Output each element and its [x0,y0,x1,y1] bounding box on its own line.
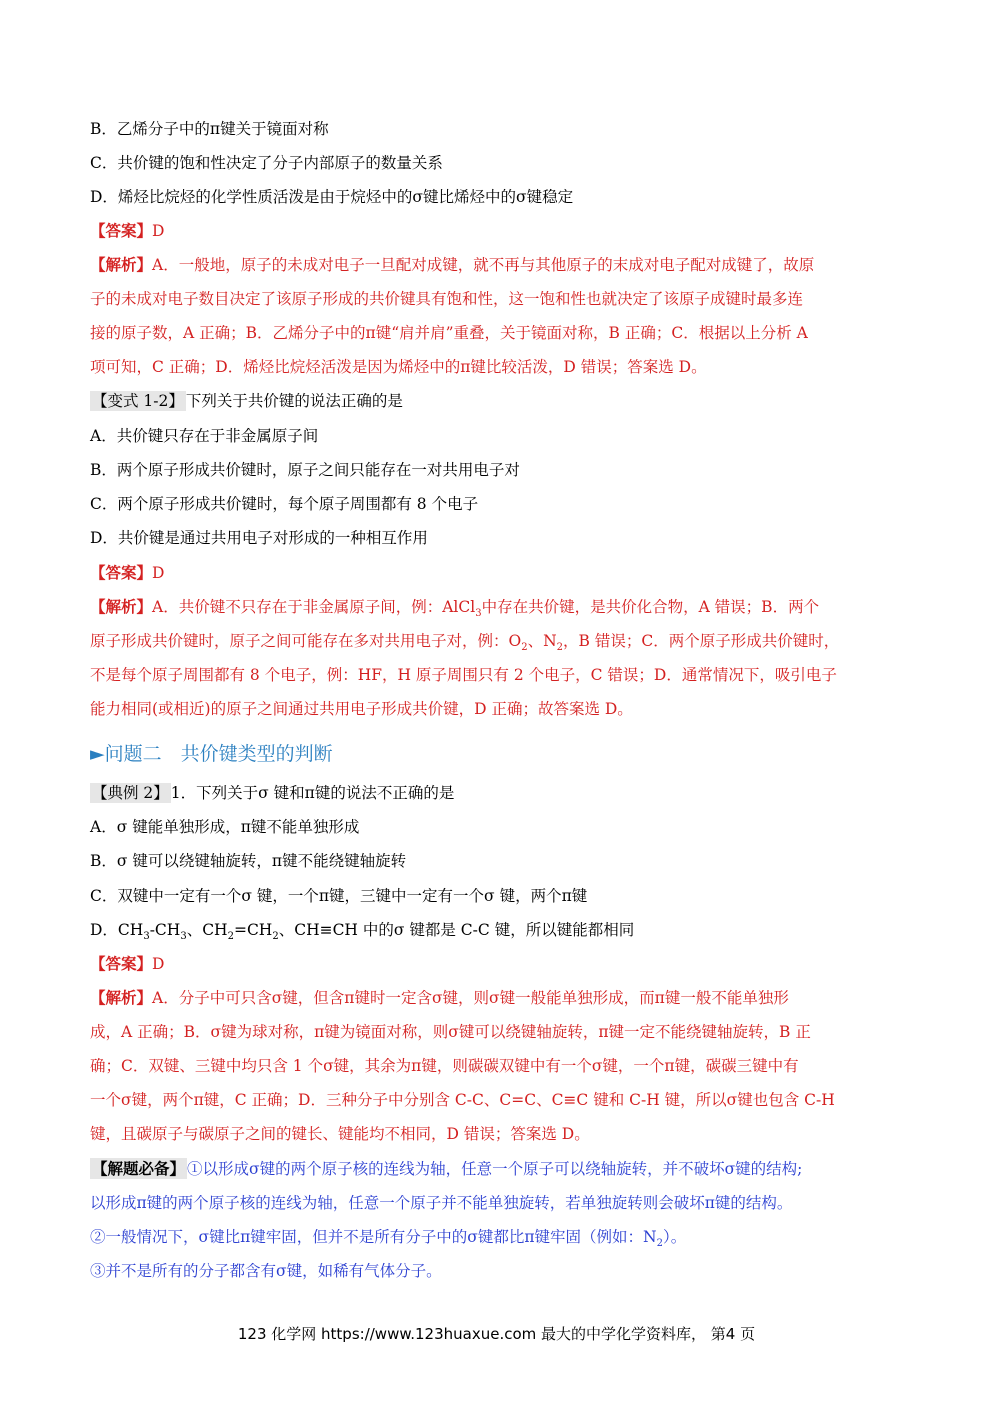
example-option-d [90,920,635,943]
example-analysis-line-4: 一个σ键，两个π键，C 正确；D．三种分子中分别含 C-C、C=C、C≡C 键和 C-H 键，所以σ键也包含 C-H [90,1091,835,1109]
analysis-text: 、N [527,632,557,650]
tips-line-1 [90,1159,802,1179]
variant-analysis-line-2 [90,631,840,654]
subscript: 2 [656,1238,663,1250]
answer-value: D [152,222,165,240]
example-question-text: 1．下列关于σ 键和π键的说法不正确的是 [170,784,455,802]
answer-row [90,221,164,241]
option-text: 、CH≡CH 中的σ 键都是 C-C 键，所以键能都相同 [278,921,635,939]
analysis-text: A．一般地，原子的未成对电子一旦配对成键，就不再与其他原子的末成对电子配对成键了，故原 [152,256,815,274]
variant-analysis-line-4: 能力相同(或相近)的原子之间通过共用电子形成共价键，D 正确；故答案选 D。 [90,700,633,718]
variant-option-a: A．共价键只存在于非金属原子间 [90,427,319,445]
analysis-text: A．共价键不只存在于非金属原子间，例：AlCl [152,598,476,616]
variant-question-text: 下列关于共价键的说法正确的是 [185,392,403,410]
analysis-label: 【解析】 [90,988,153,1007]
variant-label: 【变式 1-2】 [92,392,184,410]
subscript: 3 [143,931,150,943]
subscript: 3 [475,608,482,620]
example-analysis-line-1 [90,988,789,1008]
example-option-c: C．双键中一定有一个σ 键，一个π键，三键中一定有一个σ 键，两个π键 [90,887,588,905]
analysis-label: 【解析】 [90,255,153,274]
variant-analysis-line-3: 不是每个原子周围都有 8 个电子，例：HF，H 原子周围只有 2 个电子，C 错误；D．通常情况下，吸引电子 [90,666,837,684]
tips-text: ②一般情况下，σ键比π键牢固，但并不是所有分子中的σ键都比π键牢固（例如：N [90,1228,657,1246]
variant-option-d: D．共价键是通过共用电子对形成的一种相互作用 [90,529,428,547]
variant-option-c: C．两个原子形成共价键时，每个原子周围都有 8 个电子 [90,495,479,513]
variant-answer-row [90,563,164,583]
example-label: 【典例 2】 [92,784,169,802]
subscript: 2 [521,642,528,654]
option-text: 、CH [186,921,228,939]
answer-label: 【答案】 [90,221,153,240]
variant-analysis-line-1 [90,597,820,620]
example-option-a: A．σ 键能单独形成，π键不能单独形成 [90,818,360,836]
analysis-line-1 [90,255,814,275]
answer-value: D [152,564,165,582]
tips-text: ①以形成σ键的两个原子核的连线为轴，任意一个原子可以绕轴旋转，并不破坏σ键的结构; [187,1160,803,1178]
analysis-text: 中存在共价键，是共价化合物，A 错误；B．两个 [481,598,820,616]
example-question [90,783,454,803]
example-answer-row [90,954,164,974]
example-analysis-line-3: 确；C．双键、三键中均只含 1 个σ键，其余为π键，则碳碳双键中有一个σ键，一个π键，碳碳三键中有 [90,1057,799,1075]
analysis-text: A．分子中可只含σ键，但含π键时一定含σ键，则σ键一般能单独形成，而π键一般不能单独形 [152,989,789,1007]
analysis-line-2: 子的未成对电子数目决定了该原子形成的共价键具有饱和性，这一饱和性也就决定了该原子成键时最多连 [90,290,804,308]
tips-line-3 [90,1227,687,1250]
option-text: -CH [149,921,181,939]
answer-label: 【答案】 [90,954,153,973]
example-option-b: B．σ 键可以绕键轴旋转，π键不能绕键轴旋转 [90,852,407,870]
option-d: D．烯烃比烷烃的化学性质活泼是由于烷烃中的σ键比烯烃中的σ键稳定 [90,188,574,206]
variant-option-b: B．两个原子形成共价键时，原子之间只能存在一对共用电子对 [90,461,520,479]
option-c: C．共价键的饱和性决定了分子内部原子的数量关系 [90,154,443,172]
answer-value: D [152,955,165,973]
tips-line-2: 以形成π键的两个原子核的连线为轴，任意一个原子并不能单独旋转，若单独旋转则会破坏π键的结构。 [90,1194,793,1212]
example-analysis-line-2: 成，A 正确；B．σ键为球对称，π键为镜面对称，则σ键可以绕键轴旋转，π键一定不能绕键轴旋转，B 正 [90,1023,811,1041]
tips-line-4: ③并不是所有的分子都含有σ键，如稀有气体分子。 [90,1262,442,1280]
tips-text: ）。 [662,1228,687,1246]
analysis-text: 原子形成共价键时，原子之间可能存在多对共用电子对，例：O [90,632,522,650]
analysis-line-3: 接的原子数，A 正确；B．乙烯分子中的π键“肩并肩”重叠，关于镜面对称，B 正确；C．根据以上分析 A [90,324,808,342]
analysis-label: 【解析】 [90,597,153,616]
example-analysis-line-5: 键，且碳原子与碳原子之间的键长、键能均不相同，D 错误；答案选 D。 [90,1125,590,1143]
tips-label: 【解题必备】 [92,1159,186,1178]
subscript: 2 [272,931,279,943]
answer-label: 【答案】 [90,563,153,582]
option-b: B．乙烯分子中的π键关于镜面对称 [90,120,329,138]
analysis-text: ，B 错误；C．两个原子形成共价键时， [563,632,840,650]
option-text: =CH [233,921,273,939]
variant-question [90,391,403,411]
page-footer: 123 化学网 https://www.123huaxue.com 最大的中学化学资料库， 第4 页 [237,1325,756,1343]
section-heading: ►问题二 共价键类型的判断 [90,743,333,765]
subscript: 3 [180,931,187,943]
option-text: D．CH [90,921,144,939]
subscript: 2 [227,931,234,943]
subscript: 2 [556,642,564,654]
analysis-line-4: 项可知，C 正确；D．烯烃比烷烃活泼是因为烯烃中的π键比较活泼，D 错误；答案选 D。 [90,358,707,376]
